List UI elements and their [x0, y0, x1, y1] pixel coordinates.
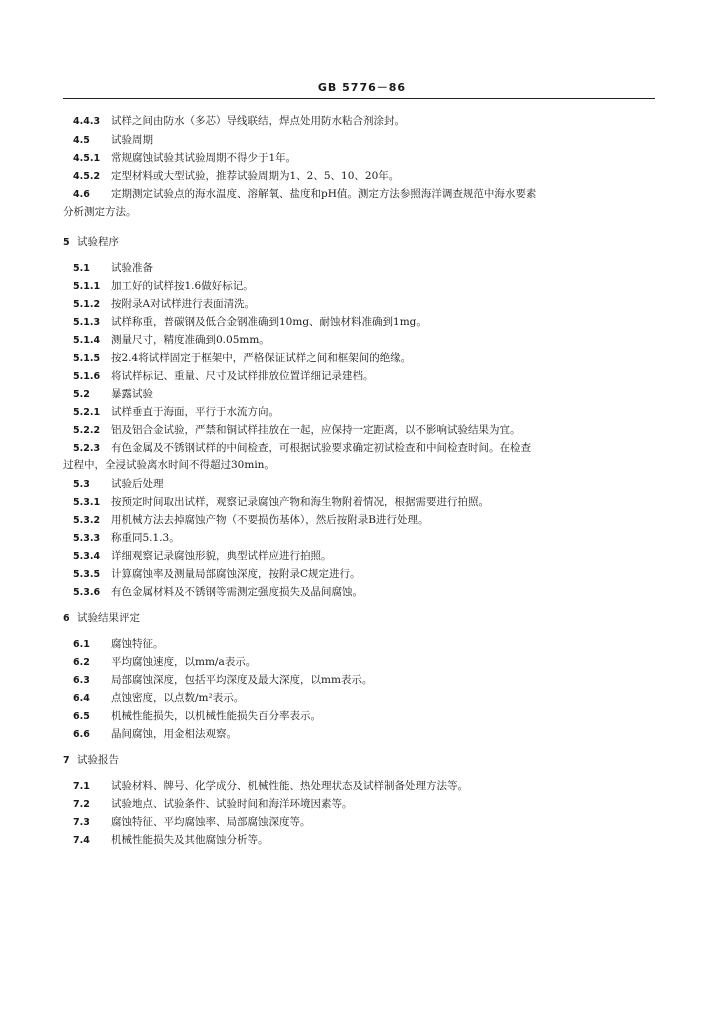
clause-number: 7.2	[73, 799, 90, 810]
clause-text: 腐蚀特征、平均腐蚀率、局部腐蚀深度等。	[111, 816, 311, 828]
section-number: 7	[63, 755, 70, 766]
clause-number: 4.4.3	[73, 116, 101, 127]
clause-4-5	[73, 134, 153, 147]
clause-7-4	[73, 834, 269, 847]
section-number: 5	[63, 237, 70, 248]
clause-4-6	[73, 188, 536, 201]
clause-text: 机械性能损失，以机械性能损失百分率表示。	[111, 710, 321, 722]
section-7	[63, 754, 119, 767]
clause-number: 5.2.1	[73, 407, 101, 418]
clause-text: 试验材料、牌号、化学成分、机械性能、热处理状态及试样制备处理方法等。	[111, 780, 468, 792]
clause-6-6	[73, 728, 237, 741]
clause-number: 5.1.1	[73, 281, 101, 292]
clause-text: 按附录A对试样进行表面清洗。	[111, 298, 256, 310]
clause-number: 5.2	[73, 389, 90, 400]
clause-text: 按2.4将试样固定于框架中，严格保证试样之间和框架间的绝缘。	[111, 352, 412, 364]
clause-5-1	[73, 262, 153, 275]
clause-text: 定型材料或大型试验，推荐试验周期为1、2、5、10、20年。	[111, 170, 400, 182]
section-title: 试验结果评定	[77, 612, 140, 624]
clause-7-3	[73, 816, 311, 829]
clause-text: 点蚀密度，以点数/m²表示。	[111, 692, 245, 704]
clause-5-3-1	[73, 496, 489, 509]
clause-number: 5.3	[73, 479, 90, 490]
clause-text: 试验周期	[111, 134, 153, 146]
clause-text: 称重同5.1.3。	[111, 532, 180, 544]
clause-number: 5.2.3	[73, 443, 101, 454]
section-title: 试验程序	[77, 236, 119, 248]
clause-number: 6.5	[73, 711, 90, 722]
clause-text: 平均腐蚀速度，以mm/a表示。	[111, 656, 257, 668]
clause-number: 6.4	[73, 693, 90, 704]
clause-text: 有色金属及不锈钢试样的中间检查，可根据试验要求确定初试检查和中间检查时间。在检查	[111, 442, 531, 454]
clause-number: 5.1	[73, 263, 90, 274]
clause-5-1-3	[73, 316, 427, 329]
clause-text: 详细观察记录腐蚀形貌，典型试样应进行拍照。	[111, 550, 332, 562]
clause-5-3-4	[73, 550, 332, 563]
clause-text: 试样之间由防水（多芯）导线联结，焊点处用防水粘合剂涂封。	[111, 115, 405, 127]
clause-4-6-continuation	[63, 206, 137, 219]
clause-text: 试样垂直于海面，平行于水流方向。	[111, 406, 279, 418]
clause-text: 过程中，全浸试验离水时间不得超过30min。	[63, 459, 275, 471]
clause-4-5-2	[73, 170, 399, 183]
clause-5-3-5	[73, 568, 361, 581]
clause-6-5	[73, 710, 321, 723]
clause-number: 5.3.4	[73, 551, 101, 562]
clause-number: 7.4	[73, 835, 90, 846]
clause-6-4	[73, 692, 244, 705]
clause-6-1	[73, 638, 164, 651]
clause-number: 4.5.1	[73, 153, 101, 164]
clause-number: 4.6	[73, 189, 90, 200]
clause-text: 有色金属材料及不锈钢等需测定强度损失及晶间腐蚀。	[111, 586, 363, 598]
clause-number: 5.1.4	[73, 335, 101, 346]
clause-text: 计算腐蚀率及测量局部腐蚀深度，按附录C规定进行。	[111, 568, 361, 580]
clause-number: 5.1.2	[73, 299, 101, 310]
clause-text: 机械性能损失及其他腐蚀分析等。	[111, 834, 269, 846]
clause-number: 7.1	[73, 781, 90, 792]
clause-number: 5.1.3	[73, 317, 101, 328]
clause-5-2-2	[73, 424, 521, 437]
clause-text: 试验准备	[111, 262, 153, 274]
page-header: GB 5776－86	[317, 81, 407, 94]
clause-text: 试验地点、试验条件、试验时间和海洋环境因素等。	[111, 798, 353, 810]
clause-text: 按预定时间取出试样，观察记录腐蚀产物和海生物附着情况，根据需要进行拍照。	[111, 496, 489, 508]
section-6	[63, 612, 140, 625]
clause-text: 晶间腐蚀，用金相法观察。	[111, 728, 237, 740]
clause-number: 6.1	[73, 639, 90, 650]
clause-text: 定期测定试验点的海水温度、溶解氧、盐度和pH值。测定方法参照海洋调查规范中海水要素	[111, 188, 537, 200]
clause-text: 常规腐蚀试验其试验周期不得少于1年。	[111, 152, 297, 164]
clause-5-2	[73, 388, 153, 401]
section-title: 试验报告	[77, 754, 119, 766]
clause-number: 5.2.2	[73, 425, 101, 436]
clause-4-4-3	[73, 115, 405, 128]
clause-text: 分析测定方法。	[63, 206, 137, 218]
clause-6-2	[73, 656, 256, 669]
clause-number: 5.3.6	[73, 587, 101, 598]
section-5	[63, 236, 119, 249]
clause-5-1-1	[73, 280, 254, 293]
clause-number: 7.3	[73, 817, 90, 828]
clause-text: 腐蚀特征。	[111, 638, 164, 650]
clause-number: 5.3.5	[73, 569, 101, 580]
clause-text: 试验后处理	[111, 478, 164, 490]
clause-number: 5.1.6	[73, 371, 101, 382]
clause-5-1-5	[73, 352, 411, 365]
clause-4-5-1	[73, 152, 296, 165]
header-rule	[63, 98, 655, 99]
clause-text: 暴露试验	[111, 388, 153, 400]
clause-5-1-6	[73, 370, 374, 383]
clause-number: 5.3.1	[73, 497, 101, 508]
clause-text: 用机械方法去掉腐蚀产物（不要损伤基体），然后按附录B进行处理。	[111, 514, 429, 526]
clause-number: 5.3.2	[73, 515, 101, 526]
clause-number: 6.2	[73, 657, 90, 668]
clause-5-3	[73, 478, 164, 491]
clause-5-2-3	[73, 442, 531, 455]
clause-number: 4.5.2	[73, 171, 101, 182]
clause-number: 6.3	[73, 675, 90, 686]
clause-5-2-3-continuation	[63, 459, 275, 472]
clause-number: 6.6	[73, 729, 90, 740]
clause-number: 5.3.3	[73, 533, 101, 544]
clause-5-3-3	[73, 532, 180, 545]
section-number: 6	[63, 613, 70, 624]
clause-7-2	[73, 798, 353, 811]
clause-text: 局部腐蚀深度，包括平均深度及最大深度，以mm表示。	[111, 674, 373, 686]
clause-number: 4.5	[73, 135, 90, 146]
clause-7-1	[73, 780, 468, 793]
clause-6-3	[73, 674, 372, 687]
clause-5-3-6	[73, 586, 363, 599]
clause-text: 将试样标记、重量、尺寸及试样排放位置详细记录建档。	[111, 370, 374, 382]
clause-text: 铝及铝合金试验，严禁和铜试样挂放在一起，应保持一定距离，以不影响试验结果为宜。	[111, 424, 521, 436]
clause-text: 试样称重，普碳钢及低合金钢准确到10mg、耐蚀材料准确到1mg。	[111, 316, 427, 328]
clause-5-1-4	[73, 334, 270, 347]
clause-text: 测量尺寸，精度准确到0.05mm。	[111, 334, 270, 346]
clause-5-1-2	[73, 298, 255, 311]
clause-5-2-1	[73, 406, 279, 419]
clause-5-3-2	[73, 514, 428, 527]
clause-text: 加工好的试样按1.6做好标记。	[111, 280, 254, 292]
clause-number: 5.1.5	[73, 353, 101, 364]
